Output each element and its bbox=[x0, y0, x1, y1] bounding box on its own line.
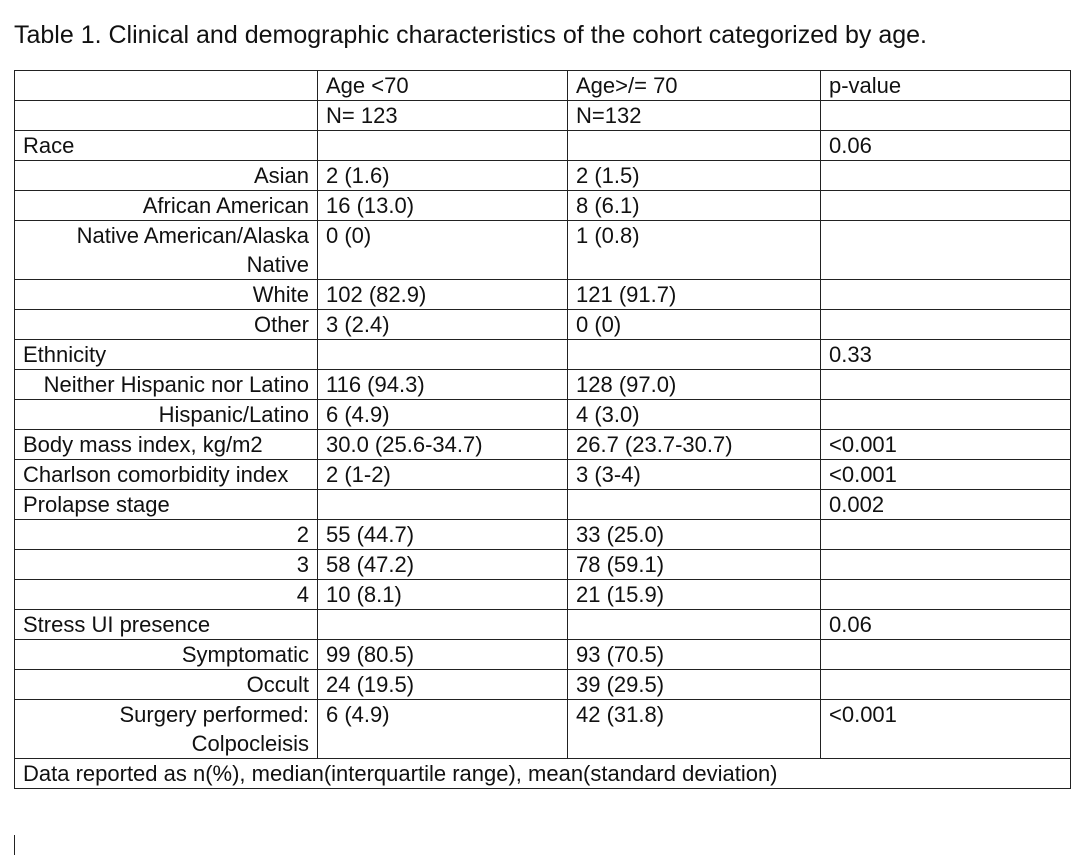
header-cell bbox=[15, 71, 318, 101]
table-row bbox=[15, 221, 1071, 280]
footnote: Data reported as n(%), median(interquartile range), mean(standard deviation) bbox=[15, 759, 1071, 789]
table-row bbox=[15, 490, 1071, 520]
value-age-under-70: 3 (2.4) bbox=[318, 310, 568, 340]
value-age-under-70: 0 (0) bbox=[318, 221, 568, 280]
row-label: 4 bbox=[15, 580, 318, 610]
value-age-70-plus bbox=[568, 610, 821, 640]
value-age-under-70: 58 (47.2) bbox=[318, 550, 568, 580]
table-row bbox=[15, 191, 1071, 221]
row-label: Race bbox=[15, 131, 318, 161]
value-age-70-plus: 93 (70.5) bbox=[568, 640, 821, 670]
p-value bbox=[821, 161, 1071, 191]
row-label: Other bbox=[15, 310, 318, 340]
row-label: White bbox=[15, 280, 318, 310]
row-label: Stress UI presence bbox=[15, 610, 318, 640]
header-cell bbox=[821, 101, 1071, 131]
value-age-under-70: 30.0 (25.6-34.7) bbox=[318, 430, 568, 460]
value-age-under-70: 2 (1.6) bbox=[318, 161, 568, 191]
value-age-70-plus bbox=[568, 490, 821, 520]
value-age-70-plus: 1 (0.8) bbox=[568, 221, 821, 280]
row-label: Native American/Alaska Native bbox=[15, 221, 318, 280]
row-label: Body mass index, kg/m2 bbox=[15, 430, 318, 460]
table-row bbox=[15, 520, 1071, 550]
value-age-70-plus bbox=[568, 340, 821, 370]
value-age-under-70: 2 (1-2) bbox=[318, 460, 568, 490]
p-value bbox=[821, 191, 1071, 221]
p-value: 0.06 bbox=[821, 131, 1071, 161]
row-label: Asian bbox=[15, 161, 318, 191]
value-age-under-70: 16 (13.0) bbox=[318, 191, 568, 221]
p-value bbox=[821, 221, 1071, 280]
table-row bbox=[15, 610, 1071, 640]
footnote-row bbox=[15, 759, 1071, 789]
table-body bbox=[15, 71, 1071, 789]
table-row bbox=[15, 370, 1071, 400]
p-value: <0.001 bbox=[821, 460, 1071, 490]
row-label: 3 bbox=[15, 550, 318, 580]
value-age-70-plus: 3 (3-4) bbox=[568, 460, 821, 490]
row-label: Occult bbox=[15, 670, 318, 700]
value-age-70-plus: 2 (1.5) bbox=[568, 161, 821, 191]
p-value bbox=[821, 670, 1071, 700]
value-age-under-70: 24 (19.5) bbox=[318, 670, 568, 700]
p-value: <0.001 bbox=[821, 700, 1071, 759]
table-row bbox=[15, 580, 1071, 610]
value-age-70-plus: 42 (31.8) bbox=[568, 700, 821, 759]
value-age-under-70: 102 (82.9) bbox=[318, 280, 568, 310]
value-age-70-plus: 33 (25.0) bbox=[568, 520, 821, 550]
value-age-70-plus: 39 (29.5) bbox=[568, 670, 821, 700]
table-row bbox=[15, 670, 1071, 700]
p-value: 0.002 bbox=[821, 490, 1071, 520]
table-row bbox=[15, 310, 1071, 340]
p-value: 0.06 bbox=[821, 610, 1071, 640]
header-cell: Age <70 bbox=[318, 71, 568, 101]
value-age-under-70: 55 (44.7) bbox=[318, 520, 568, 550]
header-cell: N= 123 bbox=[318, 101, 568, 131]
p-value bbox=[821, 520, 1071, 550]
p-value: 0.33 bbox=[821, 340, 1071, 370]
p-value bbox=[821, 280, 1071, 310]
header-row bbox=[15, 101, 1071, 131]
p-value bbox=[821, 400, 1071, 430]
value-age-70-plus: 0 (0) bbox=[568, 310, 821, 340]
header-cell: p-value bbox=[821, 71, 1071, 101]
value-age-70-plus: 26.7 (23.7-30.7) bbox=[568, 430, 821, 460]
table-row bbox=[15, 161, 1071, 191]
value-age-70-plus: 21 (15.9) bbox=[568, 580, 821, 610]
header-row bbox=[15, 71, 1071, 101]
value-age-70-plus: 4 (3.0) bbox=[568, 400, 821, 430]
table-row bbox=[15, 131, 1071, 161]
value-age-under-70: 6 (4.9) bbox=[318, 400, 568, 430]
table-row bbox=[15, 640, 1071, 670]
p-value bbox=[821, 580, 1071, 610]
table-row bbox=[15, 280, 1071, 310]
table-row bbox=[15, 460, 1071, 490]
table-row bbox=[15, 400, 1071, 430]
value-age-70-plus: 128 (97.0) bbox=[568, 370, 821, 400]
value-age-under-70 bbox=[318, 610, 568, 640]
header-cell bbox=[15, 101, 318, 131]
table-row bbox=[15, 340, 1071, 370]
value-age-70-plus: 8 (6.1) bbox=[568, 191, 821, 221]
row-label: Prolapse stage bbox=[15, 490, 318, 520]
row-label: Neither Hispanic nor Latino bbox=[15, 370, 318, 400]
row-label: 2 bbox=[15, 520, 318, 550]
value-age-70-plus bbox=[568, 131, 821, 161]
p-value bbox=[821, 550, 1071, 580]
value-age-under-70 bbox=[318, 131, 568, 161]
table-caption: Table 1. Clinical and demographic characteristics of the cohort categorized by age. bbox=[14, 21, 928, 49]
row-label: Symptomatic bbox=[15, 640, 318, 670]
header-cell: Age>/= 70 bbox=[568, 71, 821, 101]
value-age-70-plus: 78 (59.1) bbox=[568, 550, 821, 580]
p-value bbox=[821, 640, 1071, 670]
table-row bbox=[15, 430, 1071, 460]
value-age-70-plus: 121 (91.7) bbox=[568, 280, 821, 310]
row-label: African American bbox=[15, 191, 318, 221]
characteristics-table bbox=[14, 70, 1071, 789]
value-age-under-70 bbox=[318, 490, 568, 520]
row-label: Ethnicity bbox=[15, 340, 318, 370]
table-continuation-line bbox=[14, 835, 15, 855]
value-age-under-70: 6 (4.9) bbox=[318, 700, 568, 759]
row-label: Surgery performed: Colpocleisis bbox=[15, 700, 318, 759]
value-age-under-70: 99 (80.5) bbox=[318, 640, 568, 670]
p-value bbox=[821, 310, 1071, 340]
value-age-under-70: 10 (8.1) bbox=[318, 580, 568, 610]
row-label: Hispanic/Latino bbox=[15, 400, 318, 430]
table-row bbox=[15, 550, 1071, 580]
table-row bbox=[15, 700, 1071, 759]
row-label: Charlson comorbidity index bbox=[15, 460, 318, 490]
value-age-under-70 bbox=[318, 340, 568, 370]
header-cell: N=132 bbox=[568, 101, 821, 131]
p-value bbox=[821, 370, 1071, 400]
value-age-under-70: 116 (94.3) bbox=[318, 370, 568, 400]
p-value: <0.001 bbox=[821, 430, 1071, 460]
